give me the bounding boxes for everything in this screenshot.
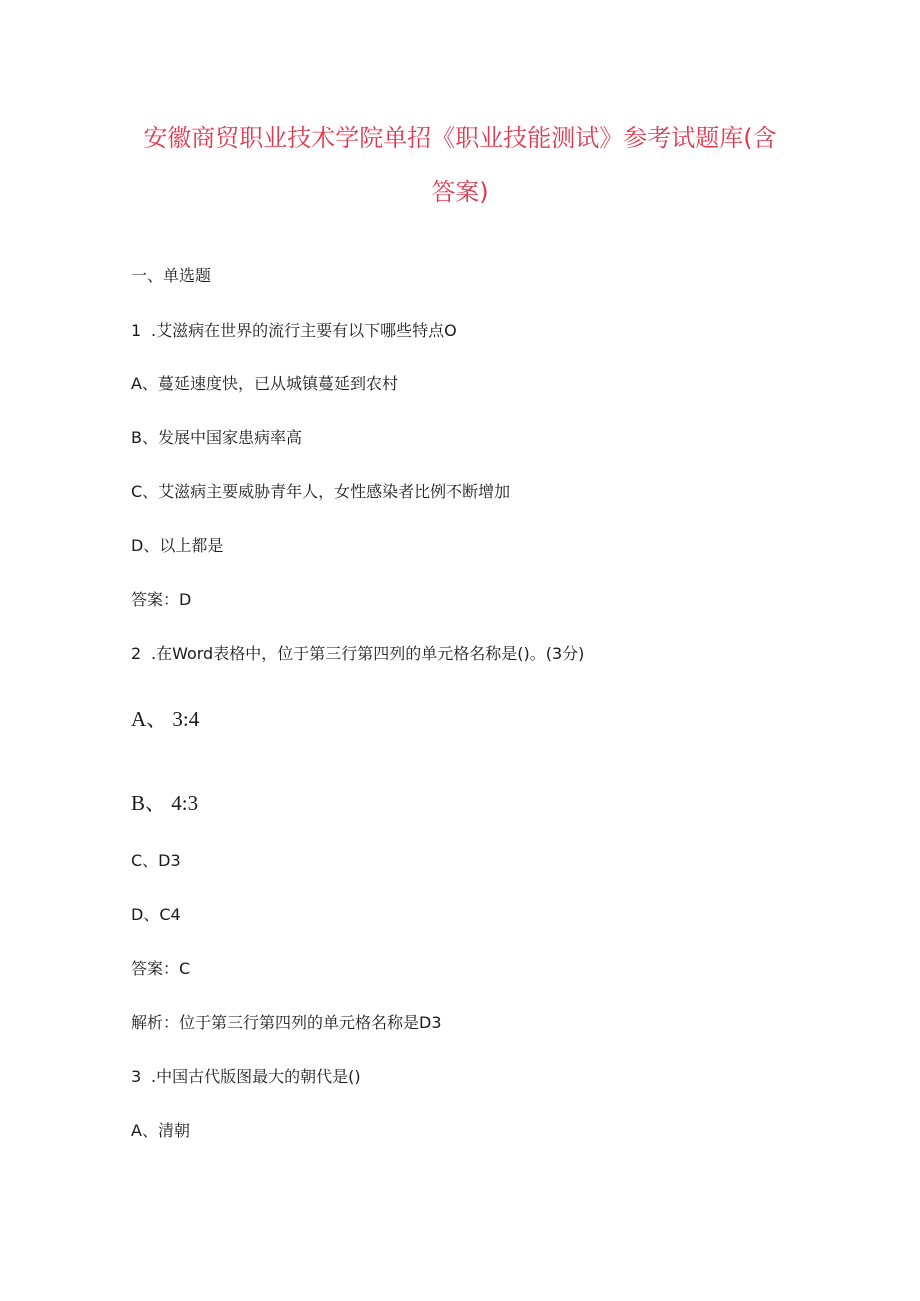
question-text: .艾滋病在世界的流行主要有以下哪些特点O (151, 321, 457, 340)
question-2-answer: 答案：C (131, 959, 191, 978)
question-1 (131, 320, 457, 342)
question-1-option-b: B、发展中国家患病率高 (131, 428, 302, 447)
question-2 (131, 643, 584, 665)
question-1-option-d: D、以上都是 (131, 536, 224, 555)
question-2-option-a: A、 3:4 (131, 707, 200, 731)
question-text: .中国古代版图最大的朝代是() (151, 1067, 361, 1086)
section-heading: 一、单选题 (131, 266, 212, 285)
question-1-answer: 答案：D (131, 590, 192, 609)
question-number: 2 (131, 644, 142, 663)
question-number: 3 (131, 1067, 142, 1086)
question-2-analysis: 解析：位于第三行第四列的单元格名称是D3 (131, 1013, 442, 1032)
question-1-option-a: A、蔓延速度快，已从城镇蔓延到农村 (131, 374, 398, 393)
document-title (130, 111, 790, 219)
question-2-option-c: C、D3 (131, 851, 181, 870)
question-3 (131, 1066, 361, 1088)
question-3-option-a: A、清朝 (131, 1121, 190, 1140)
question-2-option-b: B、 4:3 (131, 791, 199, 815)
question-1-option-c: C、艾滋病主要威胁青年人，女性感染者比例不断增加 (131, 482, 511, 501)
question-text: .在Word表格中，位于第三行第四列的单元格名称是()。(3分) (151, 644, 585, 663)
question-2-option-d: D、C4 (131, 905, 181, 924)
title-line-1: 安徽商贸职业技术学院单招《职业技能测试》参考试题库(含 (143, 124, 777, 152)
question-number: 1 (131, 321, 142, 340)
title-line-2: 答案) (431, 178, 489, 206)
